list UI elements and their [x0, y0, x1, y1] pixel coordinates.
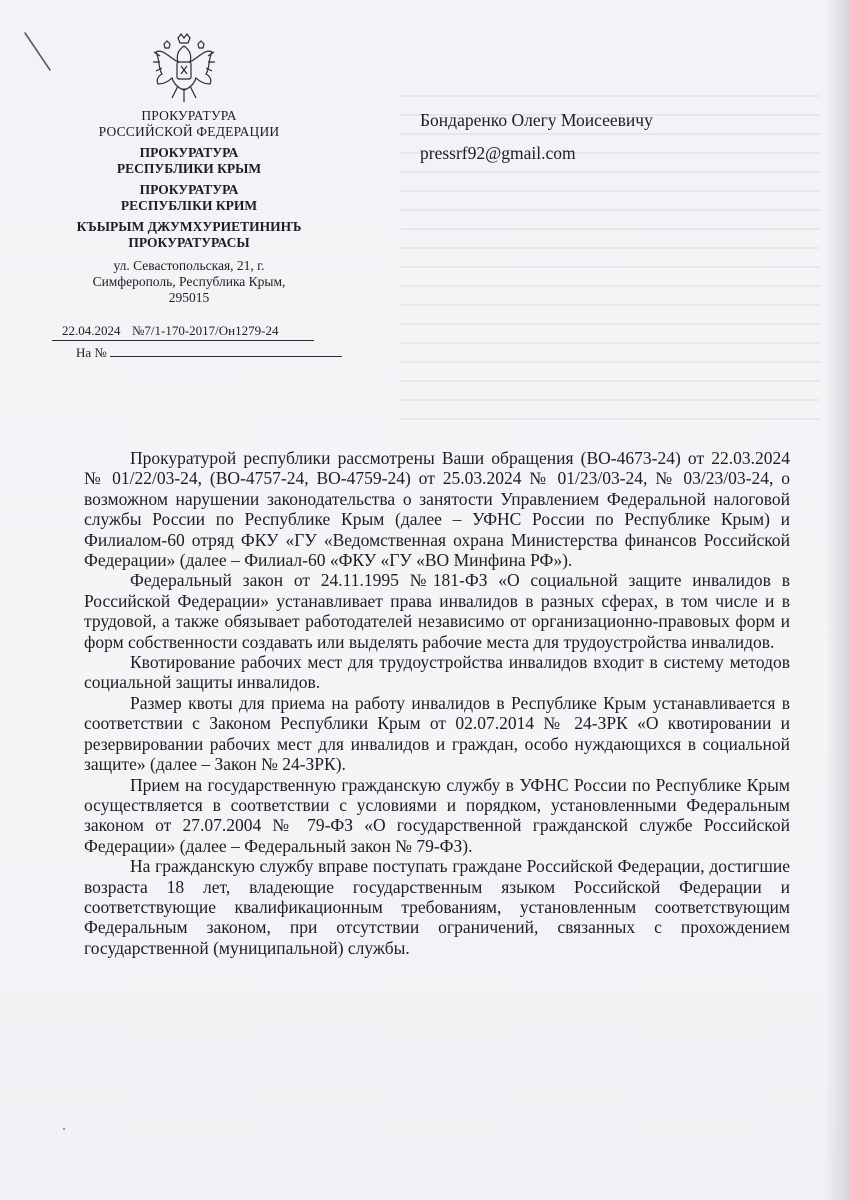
org-line-bold-1: ПРОКУРАТУРА	[139, 145, 239, 160]
body-paragraph: Прием на государственную гражданскую службу в УФНС России по Республике Крым осуществляется в соответствии с условиями и порядком, установленными Федеральным законом от 27.07.2004 № 79-ФЗ «О государственной гражданской службе Российской Федерации» (далее – Федеральный закон № 79-ФЗ).	[84, 774, 790, 856]
registration-date: 22.04.2024	[62, 323, 121, 338]
org-line-bold	[64, 145, 314, 176]
pen-stroke-mark	[22, 30, 54, 74]
org-line: РОССИЙСКОЙ ФЕДЕРАЦИИ	[98, 123, 280, 139]
address-line: ул. Севастопольская, 21, г.	[113, 258, 265, 273]
scan-speck	[63, 1128, 65, 1130]
body-paragraph: Прокуратурой республики рассмотрены Ваши обращения (ВО-4673-24) от 22.03.2024 № 01/22/03-24, (ВО-4757-24, ВО-4759-24) от 25.03.2024 № 01/23/03-24, № 03/23/03-24, о возможном нарушении законодательства о занятости Управлением Федеральной налоговой службы России по Республике Крым (далее – УФНС России по Республике Крым) и Филиалом-60 отряд ФКУ «ГУ «Ведомственная охрана Министерства финансов Российской Федерации» (далее – Филиал-60 «ФКУ «ГУ «ВО Минфина РФ»).	[84, 448, 790, 571]
org-line-bold-3: ПРОКУРАТУРА	[139, 182, 239, 197]
recipient-name: Бондаренко Олегу Моисеевичу	[420, 110, 653, 130]
recipient-email: pressrf92@gmail.com	[420, 143, 576, 163]
sender-address	[64, 258, 314, 306]
body-paragraph: Федеральный закон от 24.11.1995 №181-ФЗ «О социальной защите инвалидов в Российской Федерации» устанавливает права инвалидов в разных сферах, в том числе и в трудовой, а также обязывает работодателей независимо от организационно-правовых форм и форм собственности создавать или выделять рабочие места для трудоустройства инвалидов.	[84, 570, 790, 652]
org-line-bold	[64, 182, 314, 213]
org-line-bold-4: РЕСПУБЛІКИ КРИМ	[120, 197, 258, 213]
body-paragraph: Квотирование рабочих мест для трудоустройства инвалидов входит в систему методов социальной защиты инвалидов.	[84, 652, 790, 693]
reference-label: На №	[76, 345, 107, 360]
org-line-bold	[64, 219, 314, 250]
registration-number: №7/1-170-2017/Он1279-24	[132, 323, 279, 338]
org-line-bold-2: РЕСПУБЛИКИ КРЫМ	[116, 160, 262, 176]
address-line: 295015	[168, 290, 210, 305]
org-line: ПРОКУРАТУРА	[141, 108, 237, 123]
reference-line	[76, 344, 342, 361]
org-line-bold-6: ПРОКУРАТУРАСЫ	[128, 234, 250, 250]
org-line-bold-5: КЪЫРЫМ ДЖУМХУРИЕТИНИНЪ	[76, 219, 302, 234]
body-paragraph: Размер квоты для приема на работу инвалидов в Республике Крым устанавливается в соответствии с Законом Республики Крым от 02.07.2014 № 24-ЗРК «О квотировании и резервировании рабочих мест для инвалидов и граждан, особо нуждающихся в социальной защите» (далее – Закон № 24-ЗРК).	[84, 692, 790, 775]
body-paragraph: На гражданскую службу вправе поступать граждане Российской Федерации, достигшие возраста 18 лет, владеющие государственным языком Российской Федерации и соответствующие квалификационным требованиям, установленным соответствующим Федеральным законом, при отсутствии ограничений, связанных с прохождением государственной (муниципальной) службы.	[84, 856, 790, 958]
recipient-block	[420, 104, 750, 170]
letter-body	[84, 448, 790, 958]
sender-organization-block	[64, 108, 314, 306]
reference-blank	[110, 344, 342, 357]
coat-of-arms-icon	[148, 32, 220, 108]
registration-line	[52, 323, 314, 341]
address-line: Симферополь, Республика Крым,	[92, 274, 286, 289]
